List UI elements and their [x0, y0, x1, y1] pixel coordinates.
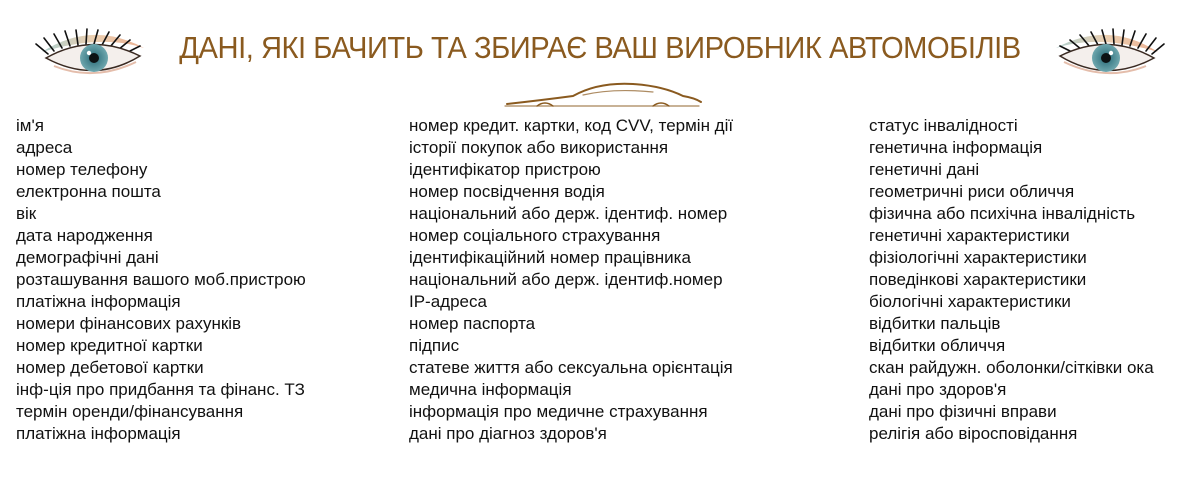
list-item: термін оренди/фінансування	[16, 402, 244, 421]
list-item: ідентифікатор пристрою	[409, 160, 601, 179]
header	[0, 0, 1200, 112]
list-item: інф-ція про придбання та фінанс. ТЗ	[16, 380, 305, 399]
data-list-column-2	[409, 115, 733, 445]
list-item: генетичні дані	[869, 160, 980, 179]
list-item: поведінкові характеристики	[869, 270, 1087, 289]
list-item: ідентифікаційний номер працівника	[409, 248, 691, 267]
list-item: номер соціального страхування	[409, 226, 661, 245]
list-item: національний або держ. ідентиф.номер	[409, 270, 723, 289]
list-item: демографічні дані	[16, 248, 159, 267]
list-item: фізіологічні характеристики	[869, 248, 1087, 267]
list-item: номер дебетової картки	[16, 358, 204, 377]
list-item: відбитки пальців	[869, 314, 1001, 333]
list-item: генетична інформація	[869, 138, 1043, 157]
list-item: номер кредит. картки, код CVV, термін дії	[409, 116, 734, 135]
page-title: ДАНІ, ЯКІ БАЧИТЬ ТА ЗБИРАЄ ВАШ ВИРОБНИК АВТОМОБІЛІВ	[179, 30, 1021, 65]
list-item: номер паспорта	[409, 314, 536, 333]
list-item: статус інвалідності	[869, 116, 1018, 135]
list-item: номери фінансових рахунків	[16, 314, 242, 333]
left-eye-icon	[32, 22, 152, 86]
list-item: номер телефону	[16, 160, 148, 179]
list-item: IP-адреса	[409, 292, 487, 311]
list-item: генетичні характеристики	[869, 226, 1070, 245]
list-item: номер кредитної картки	[16, 336, 203, 355]
list-item: історії покупок або використання	[409, 138, 669, 157]
list-item: ім'я	[16, 116, 44, 135]
data-list-column-3	[869, 115, 1154, 445]
list-item: електронна пошта	[16, 182, 161, 201]
list-item: геометричні риси обличчя	[869, 182, 1075, 201]
list-item: дата народження	[16, 226, 153, 245]
list-item: статеве життя або сексуальна орієнтація	[409, 358, 733, 377]
list-item: дані про діагноз здоров'я	[409, 424, 607, 443]
list-item: дані про фізичні вправи	[869, 402, 1057, 421]
list-item: національний або держ. ідентиф. номер	[409, 204, 728, 223]
car-silhouette-icon	[503, 76, 703, 112]
list-item: платіжна інформація	[16, 424, 181, 443]
right-eye-icon	[1048, 22, 1168, 86]
list-item: біологічні характеристики	[869, 292, 1071, 311]
list-item: відбитки обличчя	[869, 336, 1006, 355]
list-item: дані про здоров'я	[869, 380, 1007, 399]
list-item: вік	[16, 204, 37, 223]
list-item: платіжна інформація	[16, 292, 181, 311]
list-item: медична інформація	[409, 380, 572, 399]
list-item: скан райдужн. оболонки/сітківки ока	[869, 358, 1154, 377]
list-item: номер посвідчення водія	[409, 182, 605, 201]
list-item: підпис	[409, 336, 460, 355]
list-item: фізична або психічна інвалідність	[869, 204, 1136, 223]
data-list-column-1	[16, 115, 306, 445]
list-item: розташування вашого моб.пристрою	[16, 270, 306, 289]
list-item: інформація про медичне страхування	[409, 402, 708, 421]
list-item: адреса	[16, 138, 73, 157]
list-item: релігія або віросповідання	[869, 424, 1078, 443]
